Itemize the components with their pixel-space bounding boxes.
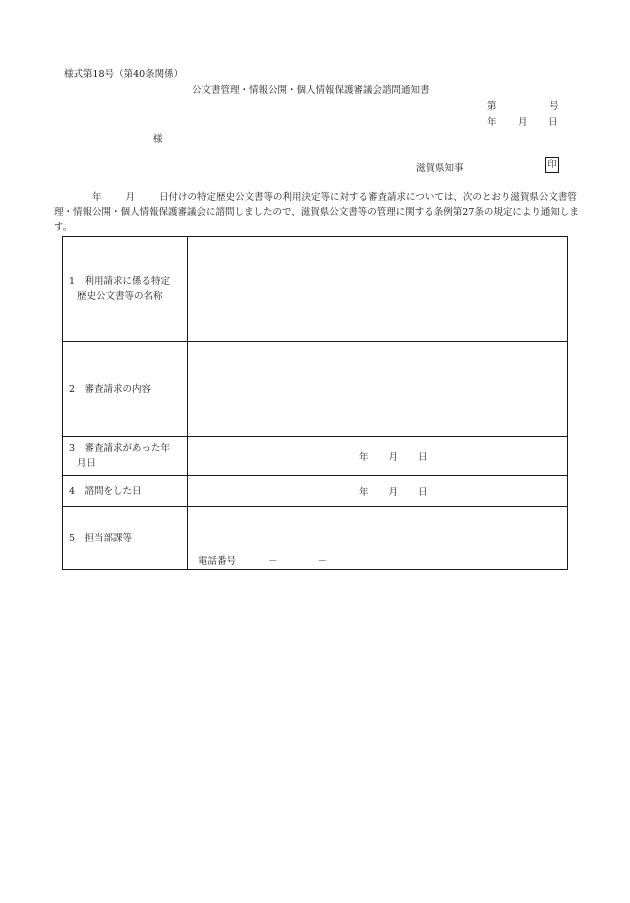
document-title: 公文書管理・情報公開・個人情報保護審議会諮問通知書	[192, 85, 430, 96]
table-row	[63, 342, 568, 437]
row-label	[63, 237, 188, 342]
row-label-line1: 3 審査請求があった年	[69, 443, 170, 454]
date-year-label: 年	[359, 487, 369, 498]
date-day-label: 日	[418, 487, 428, 498]
table-row	[63, 237, 568, 342]
notice-table	[62, 236, 568, 570]
header-year-label: 年	[487, 117, 497, 128]
telephone-line	[198, 553, 327, 567]
table-row	[63, 507, 568, 570]
row-label-line1: 1 利用請求に係る特定	[69, 276, 171, 287]
header-day-label: 日	[548, 117, 558, 128]
row-label-line1: 5 担当部課等	[69, 533, 133, 544]
date-month-label: 月	[388, 487, 399, 498]
tel-separator: －	[268, 556, 278, 567]
consultation-date-field[interactable]	[188, 476, 568, 507]
date-month-label: 月	[388, 452, 399, 463]
notice-body	[54, 190, 579, 235]
document-name-field[interactable]	[188, 237, 568, 342]
date-fields	[359, 484, 428, 498]
row-label-line1: 4 諮問をした日	[69, 485, 142, 497]
row-label-line1: 2 審査請求の内容	[69, 383, 152, 395]
date-day-label: 日	[418, 452, 428, 463]
row-label	[63, 437, 188, 476]
header-month-label: 月	[518, 117, 528, 128]
row-label	[63, 507, 188, 570]
tel-label: 電話番号	[198, 556, 237, 567]
request-date-field[interactable]	[188, 437, 568, 476]
table-row	[63, 476, 568, 507]
department-field[interactable]	[188, 507, 568, 570]
addressee-suffix: 様	[153, 134, 163, 145]
row-label	[63, 342, 188, 437]
seal-box: 印	[545, 157, 559, 173]
row-label-line2: 歴史公文書等の名称	[77, 291, 163, 302]
body-month-label: 月	[125, 192, 136, 203]
row-label	[63, 476, 188, 507]
form-number: 様式第18号（第40条関係）	[64, 69, 184, 80]
body-text: 日付けの特定歴史公文書等の利用決定等に対する審査請求については、次のとおり滋賀県公文書管理・情報公開・個人情報保護審議会に諮問しましたので、滋賀県公文書等の管理に関する条例第27条の規定により通知します。	[54, 192, 579, 233]
number-suffix: 号	[549, 101, 559, 112]
sender-name: 滋賀県知事	[416, 163, 464, 174]
row-label-line2: 月日	[77, 458, 97, 469]
body-year-label: 年	[92, 192, 102, 203]
date-year-label: 年	[359, 452, 369, 463]
table-row	[63, 437, 568, 476]
date-fields	[359, 449, 428, 463]
request-content-field[interactable]	[188, 342, 568, 437]
tel-separator: －	[317, 556, 328, 567]
number-prefix: 第	[487, 101, 497, 112]
